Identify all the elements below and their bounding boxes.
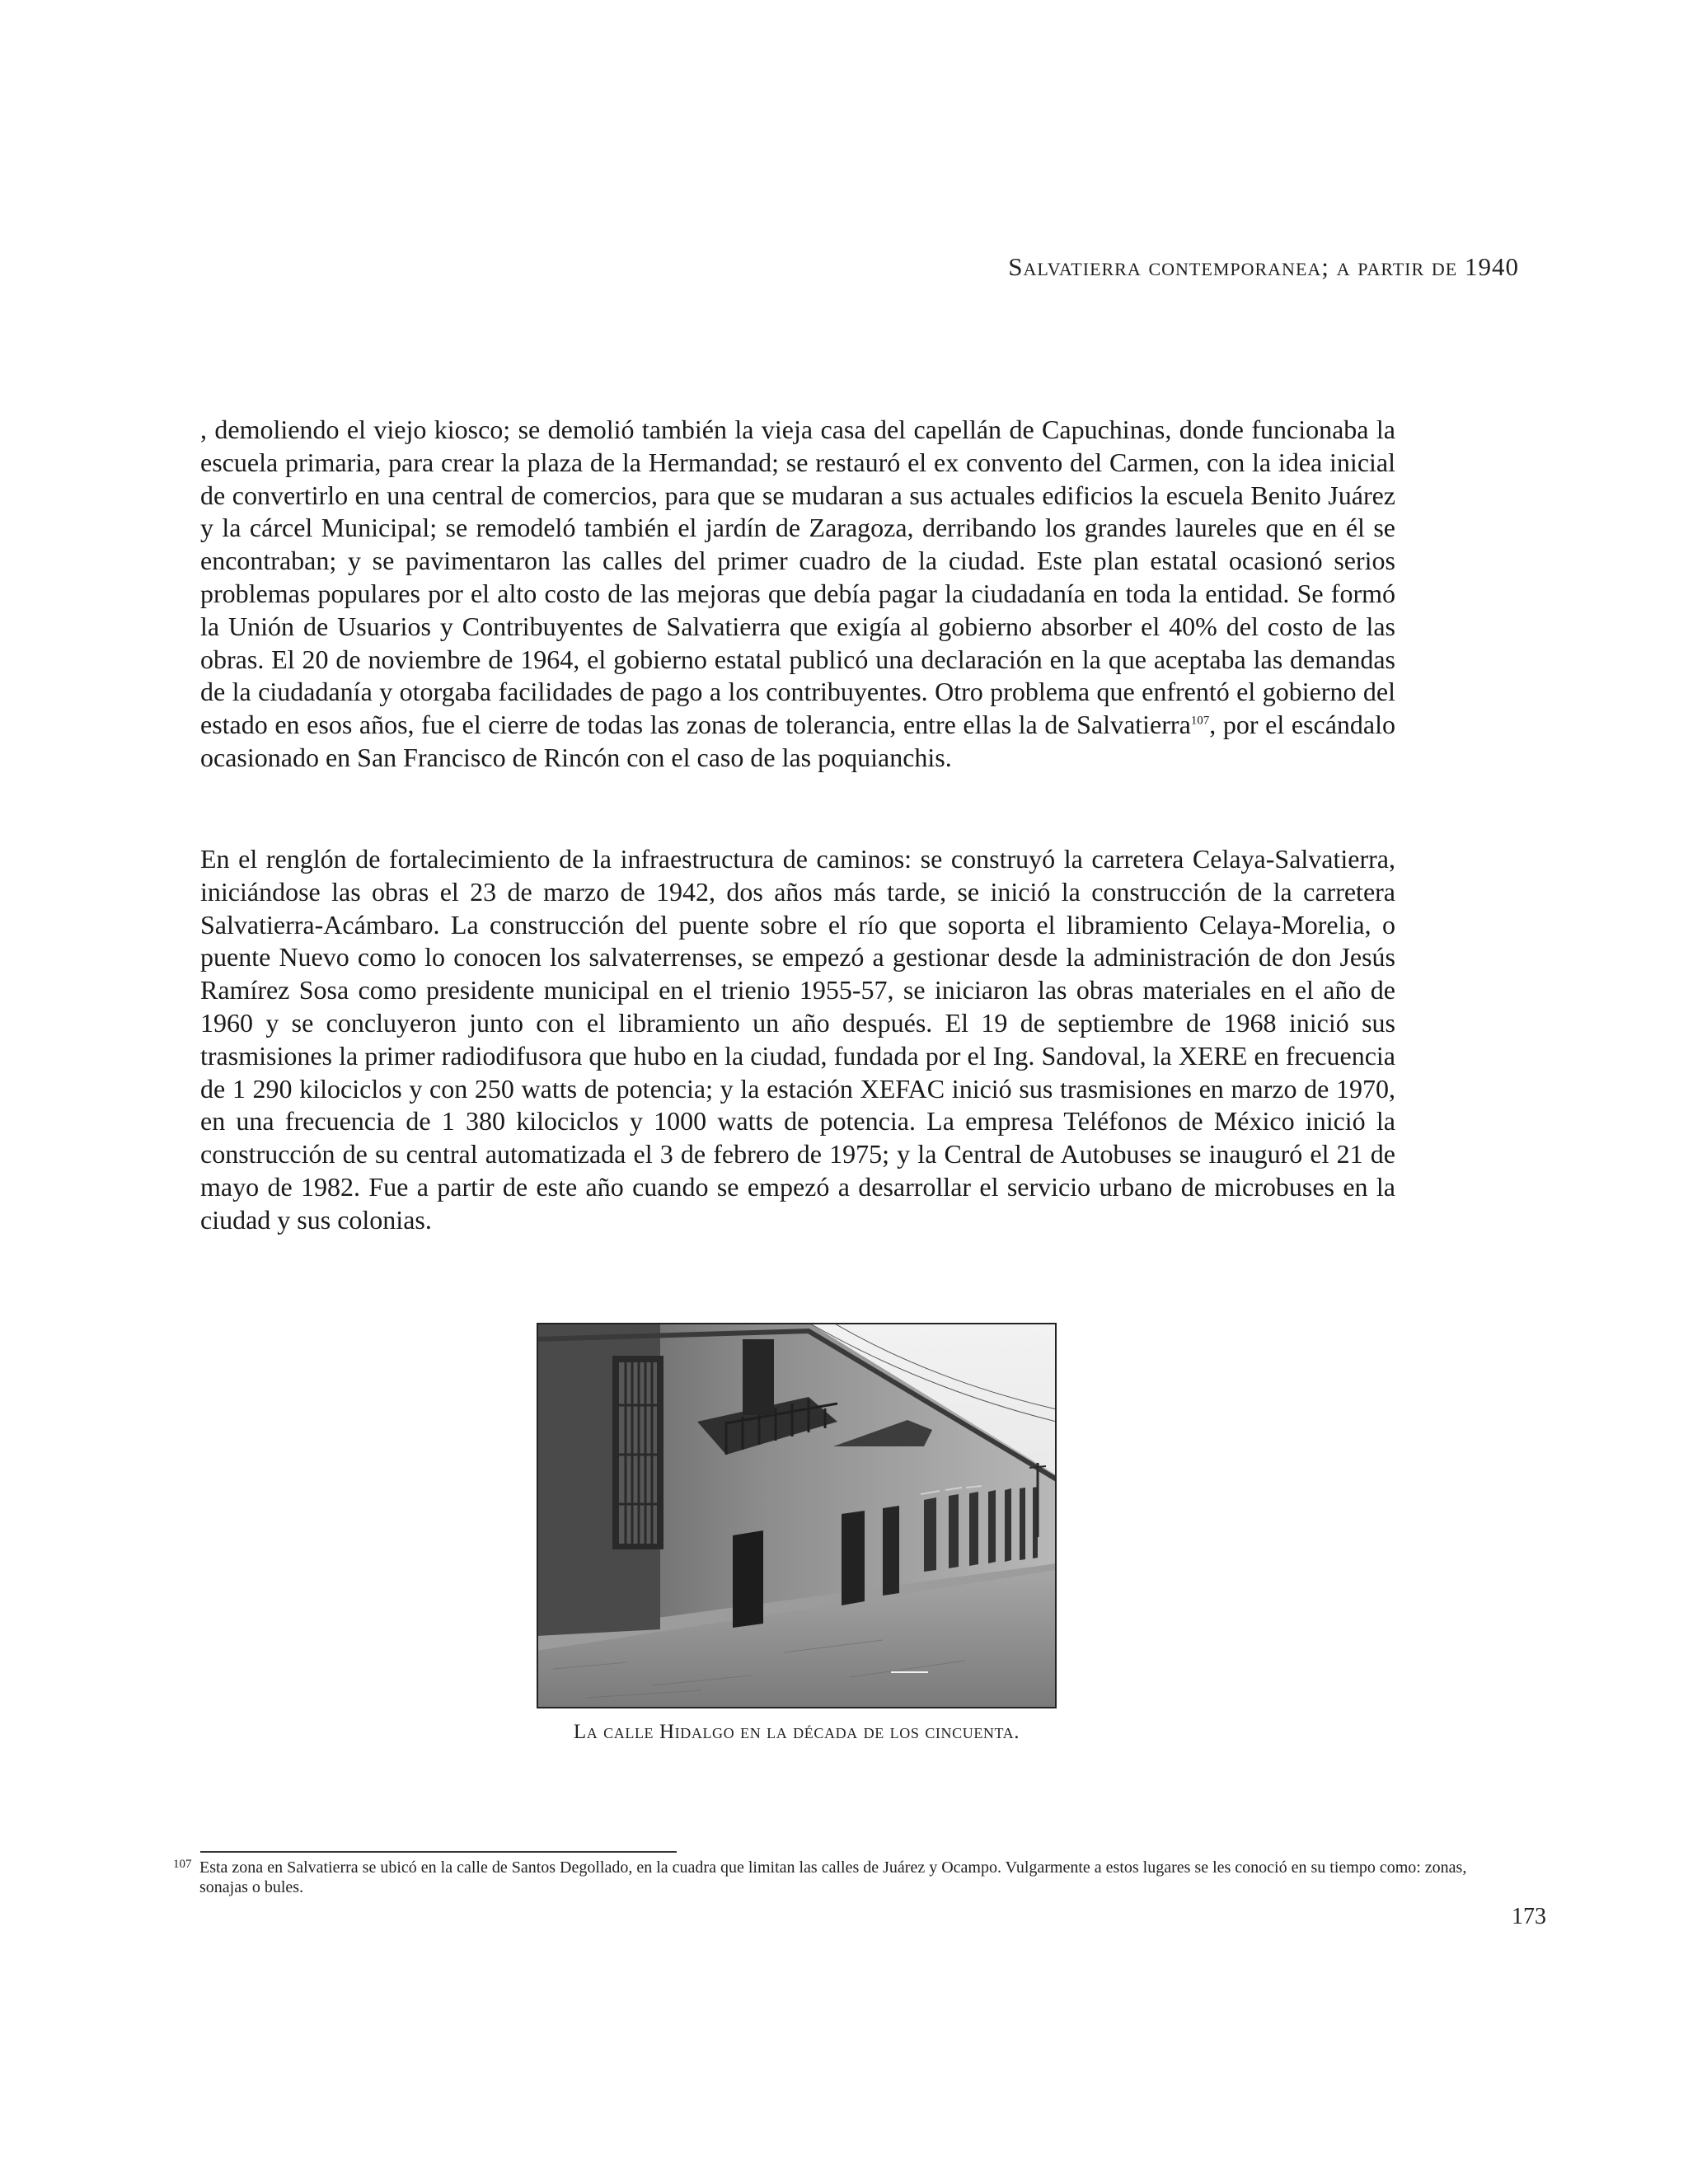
footnote-reference[interactable]: 107 — [1190, 714, 1210, 728]
paragraph-1-text-a: , demoliendo el viejo kiosco; se demolió también la vieja casa del capellán de Capuchinas, donde funcionaba la escuela primaria, para crear la plaza de la Hermandad; se restauró el ex convento del Carmen, con la idea inicial de convertirlo en una central de comercios, para que se mudaran a sus actuales edificios la escuela Benito Juárez y la cárcel Municipal; se remodeló también el jardín de Zaragoza, derribando los grandes laureles que en él se encontraban; y se pavimentaron las calles del primer cuadro de la ciudad. Este plan estatal ocasionó serios problemas populares por el alto costo de las mejoras que debía pagar la ciudadanía en toda la entidad. Se formó la Unión de Usuarios y Contribuyentes de Salvatierra que exigía al gobierno absorber el 40% del costo de las obras. El 20 de noviembre de 1964, el gobierno estatal publicó una declaración en la que aceptaba las demandas de la ciudadanía y otorgaba facilidades de pago a los contribuyentes. Otro problema que enfrentó el gobierno del estado en esos años, fue el cierre de todas las zonas de tolerancia, entre ellas la de Salvatierra — [200, 415, 1395, 740]
page-number: 173 — [1512, 1904, 1546, 1929]
body-paragraph-1 — [200, 414, 1395, 775]
running-header: Salvatierra contemporanea; a partir de 1940 — [1008, 252, 1519, 281]
street-photograph — [537, 1323, 1057, 1708]
footnote-divider — [200, 1851, 677, 1853]
footnote-number: 107 — [173, 1858, 192, 1871]
paragraph-1-text-b: , por el escándalo ocasionado en San Francisco de Rincón con el caso de las poquianchis. — [200, 710, 1396, 772]
figure-caption: La calle Hidalgo en la década de los cincuenta. — [573, 1721, 1020, 1743]
footnote — [173, 1858, 1475, 1897]
footnote-text: Esta zona en Salvatierra se ubicó en la calle de Santos Degollado, en la cuadra que limitan las calles de Juárez y Ocampo. Vulgarmente a estos lugares se les conoció en su tiempo como: zonas, sonajas o bules. — [199, 1858, 1467, 1896]
street-photograph-illustration — [537, 1323, 1057, 1708]
body-paragraph-2: En el renglón de fortalecimiento de la infraestructura de caminos: se construyó la carretera Celaya-Salvatierra, iniciándose las obras el 23 de marzo de 1942, dos años más tarde, se inició la construcción de la carretera Salvatierra-Acámbaro. La construcción del puente sobre el río que soporta el libramiento Celaya-Morelia, o puente Nuevo como lo conocen los salvaterrenses, se empezó a gestionar desde la administración de don Jesús Ramírez Sosa como presidente municipal en el trienio 1955-57, se iniciaron las obras materiales en el año de 1960 y se concluyeron junto con el libramiento un año después. El 19 de septiembre de 1968 inició sus trasmisiones la primer radiodifusora que hubo en la ciudad, fundada por el Ing. Sandoval, la XERE en frecuencia de 1 290 kilociclos y con 250 watts de potencia; y la estación XEFAC inició sus trasmisiones en marzo de 1970, en una frecuencia de 1 380 kilociclos y 1000 watts de potencia. La empresa Teléfonos de México inició la construcción de su central automatizada el 3 de febrero de 1975; y la Central de Autobuses se inauguró el 21 de mayo de 1982. Fue a partir de este año cuando se empezó a desarrollar el servicio urbano de microbuses en la ciudad y sus colonias. — [200, 844, 1395, 1235]
